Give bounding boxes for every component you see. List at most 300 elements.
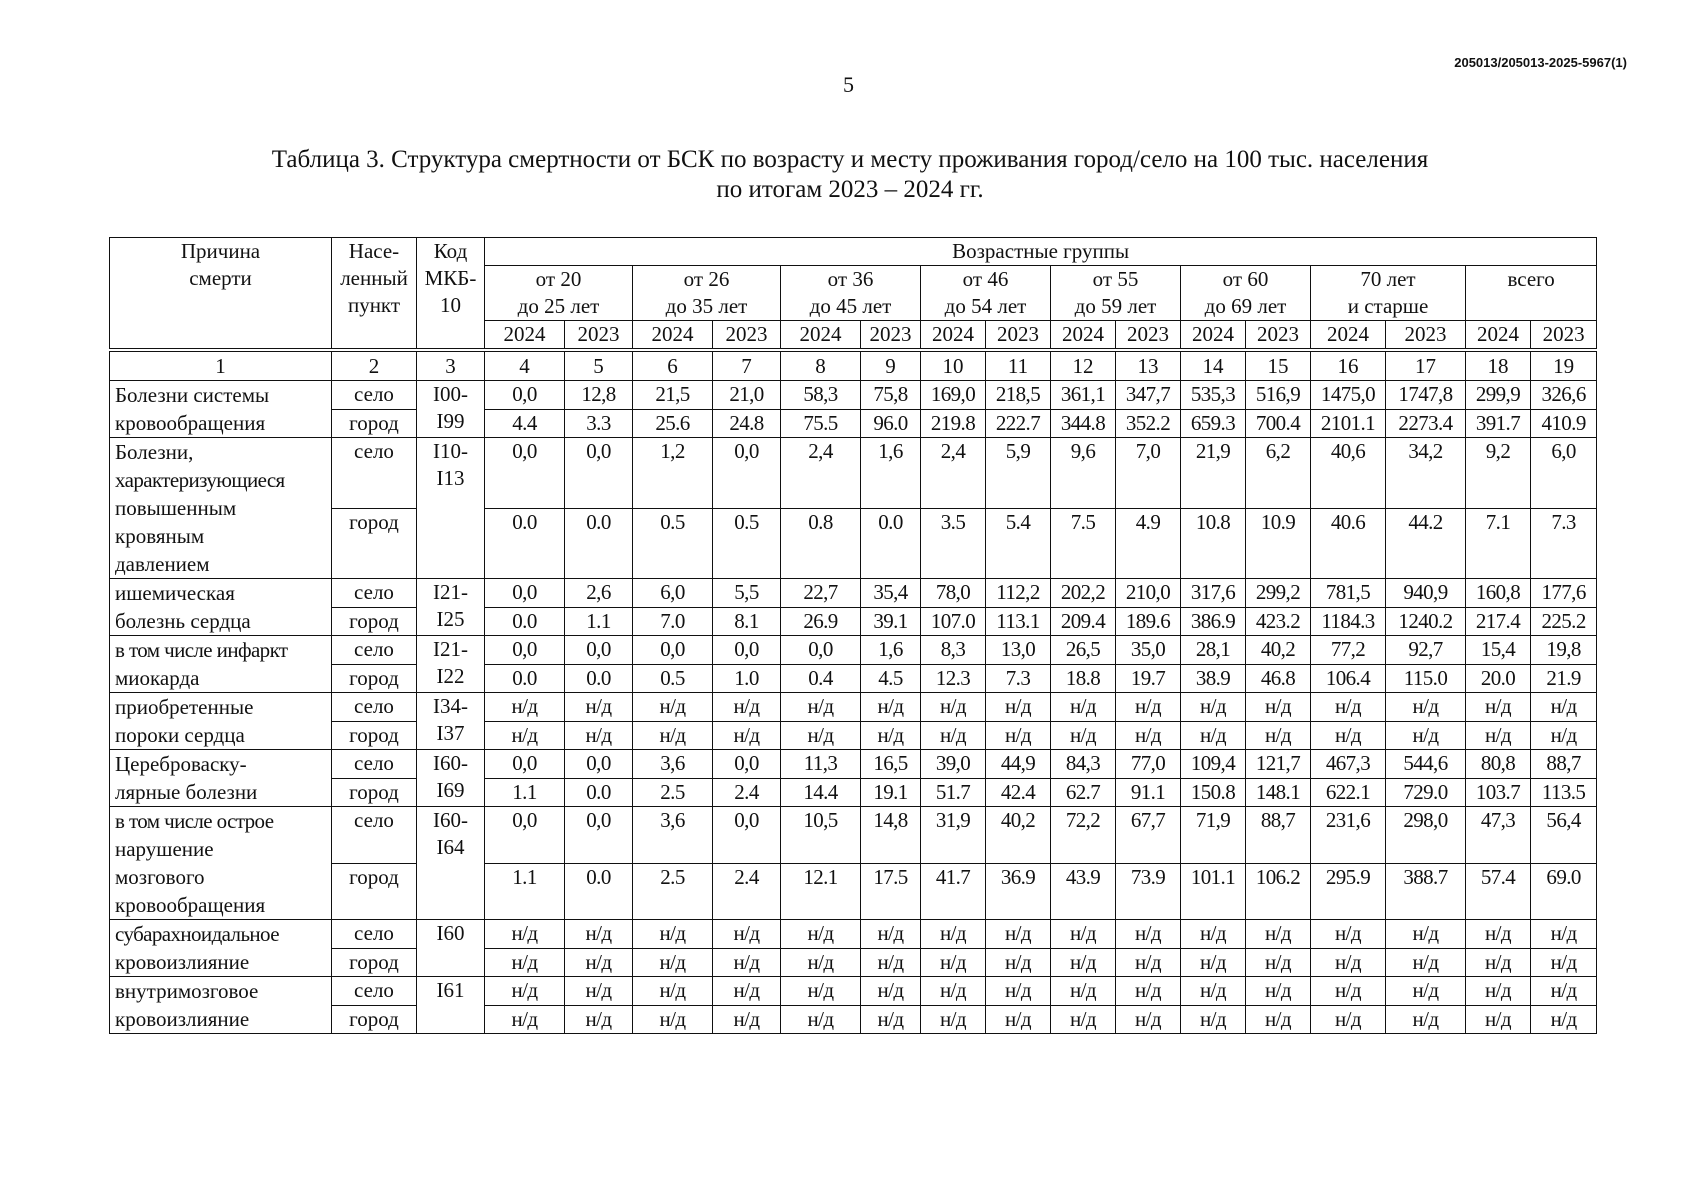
column-number: 19 [1531,352,1597,381]
value-cell: н/д [986,1005,1051,1034]
value-cell: 7.5 [1051,508,1116,579]
code-cell [417,636,485,693]
value-cell: н/д [1386,721,1466,750]
value-cell: 386.9 [1181,607,1246,636]
code-line: I21- [433,637,468,661]
value-cell: 20.0 [1466,664,1531,693]
value-cell: н/д [1116,693,1181,722]
header-code [417,238,485,349]
value-cell: 14.4 [781,778,861,807]
value-cell: н/д [781,1005,861,1034]
cause-line: субарахноидальное [115,922,279,946]
value-cell: н/д [565,920,633,949]
value-cell: н/д [1531,920,1597,949]
value-cell: 467,3 [1311,750,1386,779]
header-settlement-line: ленный [340,266,408,290]
table-row-gorod [110,948,1597,977]
value-cell: 40,2 [986,807,1051,864]
value-cell: 91.1 [1116,778,1181,807]
value-cell: н/д [1116,1005,1181,1034]
table-row-gorod [110,508,1597,579]
value-cell: 21,9 [1181,438,1246,509]
value-cell: н/д [1051,977,1116,1006]
value-cell: 177,6 [1531,579,1597,608]
settlement-gorod: город [332,409,417,438]
column-number: 12 [1051,352,1116,381]
value-cell: 0,0 [713,807,781,864]
age-group-line: до 45 лет [809,294,892,318]
value-cell: н/д [1311,1005,1386,1034]
value-cell: 148.1 [1246,778,1311,807]
value-cell: 25.6 [633,409,713,438]
code-line: I21- [433,580,468,604]
value-cell: 78,0 [921,579,986,608]
code-cell [417,693,485,750]
value-cell: 202,2 [1051,579,1116,608]
value-cell: 2.4 [713,778,781,807]
cause-line: нарушение [115,837,214,861]
value-cell: н/д [713,948,781,977]
value-cell: 361,1 [1051,381,1116,410]
value-cell: 622.1 [1311,778,1386,807]
age-group-line: до 35 лет [665,294,748,318]
value-cell: н/д [1531,948,1597,977]
value-cell: н/д [781,721,861,750]
value-cell: 410.9 [1531,409,1597,438]
value-cell: н/д [1531,721,1597,750]
value-cell: 391.7 [1466,409,1531,438]
value-cell: 58,3 [781,381,861,410]
value-cell: 46.8 [1246,664,1311,693]
settlement-selo: село [332,807,417,864]
value-cell: 189.6 [1116,607,1181,636]
value-cell: 71,9 [1181,807,1246,864]
value-cell: н/д [921,1005,986,1034]
value-cell: н/д [861,920,921,949]
value-cell: 115.0 [1386,664,1466,693]
value-cell: 113.1 [986,607,1051,636]
header-year: 2023 [1386,321,1466,349]
header-age-group [1051,266,1181,321]
table-row-gorod [110,409,1597,438]
value-cell: 0,0 [565,750,633,779]
value-cell: н/д [921,721,986,750]
cause-cell [110,693,332,750]
table-row-gorod [110,721,1597,750]
value-cell: 6,0 [1531,438,1597,509]
header-age-group [1466,266,1597,321]
header-year: 2023 [713,321,781,349]
value-cell: 19,8 [1531,636,1597,665]
value-cell: 0.5 [633,508,713,579]
code-cell [417,977,485,1034]
value-cell: н/д [565,721,633,750]
value-cell: 0,0 [485,807,565,864]
value-cell: н/д [861,977,921,1006]
value-cell: 101.1 [1181,863,1246,920]
age-group-line: до 59 лет [1074,294,1157,318]
value-cell: 326,6 [1531,381,1597,410]
value-cell: н/д [781,920,861,949]
value-cell: 72,2 [1051,807,1116,864]
value-cell: 26.9 [781,607,861,636]
value-cell: 2101.1 [1311,409,1386,438]
value-cell: н/д [713,1005,781,1034]
header-year: 2023 [1116,321,1181,349]
value-cell: н/д [1181,721,1246,750]
header-cause [110,238,332,349]
age-group-line: от 60 [1222,267,1269,291]
document-id: 205013/205013-2025-5967(1) [1454,55,1627,70]
cause-line: кровоизлияние [115,950,250,974]
cause-cell [110,807,332,920]
table-row-selo [110,750,1597,779]
header-year: 2024 [921,321,986,349]
age-group-line: от 36 [827,267,874,291]
settlement-gorod: город [332,1005,417,1034]
value-cell: н/д [1051,920,1116,949]
value-cell: 10.8 [1181,508,1246,579]
value-cell: 940,9 [1386,579,1466,608]
value-cell: 7.3 [1531,508,1597,579]
value-cell: 2,6 [565,579,633,608]
settlement-selo: село [332,750,417,779]
column-number: 9 [861,352,921,381]
value-cell: н/д [485,1005,565,1034]
value-cell: н/д [1311,948,1386,977]
code-line: I60- [433,808,468,832]
value-cell: 40,2 [1246,636,1311,665]
value-cell: н/д [485,948,565,977]
value-cell: 5,9 [986,438,1051,509]
value-cell: 225.2 [1531,607,1597,636]
value-cell: 2.4 [713,863,781,920]
column-number: 4 [485,352,565,381]
column-number: 13 [1116,352,1181,381]
age-group-line: от 26 [683,267,730,291]
column-number: 15 [1246,352,1311,381]
value-cell: 352.2 [1116,409,1181,438]
value-cell: 231,6 [1311,807,1386,864]
cause-line: кровяным [115,524,205,548]
value-cell: 16,5 [861,750,921,779]
value-cell: н/д [565,693,633,722]
value-cell: 39.1 [861,607,921,636]
value-cell: 106.2 [1246,863,1311,920]
code-line: I60 [436,921,465,945]
value-cell: 1.0 [713,664,781,693]
cause-line: Болезни, [115,440,194,464]
cause-line: болезнь сердца [115,609,251,633]
value-cell: н/д [1466,1005,1531,1034]
table-row-selo [110,579,1597,608]
column-number: 8 [781,352,861,381]
value-cell: 19.1 [861,778,921,807]
value-cell: 107.0 [921,607,986,636]
page-number: 5 [843,72,854,97]
table-row-selo [110,977,1597,1006]
cause-line: пороки сердца [115,723,245,747]
value-cell: н/д [1466,721,1531,750]
value-cell: 0.0 [485,664,565,693]
code-line: I25 [436,607,465,631]
value-cell: 11,3 [781,750,861,779]
value-cell: 6,2 [1246,438,1311,509]
value-cell: н/д [485,693,565,722]
column-number: 5 [565,352,633,381]
value-cell: н/д [1466,693,1531,722]
settlement-gorod: город [332,664,417,693]
settlement-selo: село [332,693,417,722]
value-cell: н/д [1051,693,1116,722]
column-number: 11 [986,352,1051,381]
header-settlement-line: пункт [347,293,401,317]
value-cell: н/д [1311,977,1386,1006]
value-cell: 15,4 [1466,636,1531,665]
cause-line: внутримозговое [115,979,259,1003]
value-cell: 3,6 [633,750,713,779]
value-cell: 0.4 [781,664,861,693]
value-cell: 112,2 [986,579,1051,608]
cause-line: приобретенные [115,695,254,719]
value-cell: н/д [633,693,713,722]
cause-line: мозгового [115,865,205,889]
value-cell: н/д [1116,721,1181,750]
value-cell: н/д [713,721,781,750]
value-cell: 34,2 [1386,438,1466,509]
value-cell: 219.8 [921,409,986,438]
value-cell: 0,0 [713,636,781,665]
value-cell: н/д [713,920,781,949]
value-cell: 299,2 [1246,579,1311,608]
table-row-selo [110,381,1597,410]
value-cell: 21,5 [633,381,713,410]
value-cell: н/д [1181,920,1246,949]
value-cell: 700.4 [1246,409,1311,438]
value-cell: 2273.4 [1386,409,1466,438]
value-cell: 217.4 [1466,607,1531,636]
value-cell: 31,9 [921,807,986,864]
value-cell: 9,2 [1466,438,1531,509]
code-line: I69 [436,778,465,802]
header-year: 2023 [986,321,1051,349]
code-line: I13 [436,466,465,490]
value-cell: 84,3 [1051,750,1116,779]
value-cell: 28,1 [1181,636,1246,665]
value-cell: 42.4 [986,778,1051,807]
cause-cell [110,750,332,807]
value-cell: н/д [921,693,986,722]
value-cell: н/д [1246,920,1311,949]
value-cell: 88,7 [1531,750,1597,779]
value-cell: 17.5 [861,863,921,920]
age-group-line: от 46 [962,267,1009,291]
value-cell: н/д [1051,1005,1116,1034]
header-year: 2023 [861,321,921,349]
settlement-gorod: город [332,778,417,807]
settlement-gorod: город [332,863,417,920]
value-cell: 0,0 [633,636,713,665]
age-group-line: и старше [1347,294,1429,318]
value-cell: 7.1 [1466,508,1531,579]
code-cell [417,807,485,920]
value-cell: 21,0 [713,381,781,410]
value-cell: н/д [1531,693,1597,722]
value-cell: 0,0 [485,381,565,410]
code-cell [417,750,485,807]
value-cell: 21.9 [1531,664,1597,693]
value-cell: н/д [1311,920,1386,949]
value-cell: н/д [1386,948,1466,977]
value-cell: н/д [565,977,633,1006]
value-cell: 18.8 [1051,664,1116,693]
code-line: I34- [433,694,468,718]
value-cell: 0.5 [633,664,713,693]
cause-line: Цереброваску- [115,752,247,776]
value-cell: 1240.2 [1386,607,1466,636]
cause-cell [110,636,332,693]
value-cell: 13,0 [986,636,1051,665]
value-cell: 40,6 [1311,438,1386,509]
cause-line: повышенным [115,496,237,520]
column-number: 10 [921,352,986,381]
value-cell: н/д [986,920,1051,949]
value-cell: 210,0 [1116,579,1181,608]
column-number: 16 [1311,352,1386,381]
settlement-gorod: город [332,948,417,977]
value-cell: 3,6 [633,807,713,864]
value-cell: 544,6 [1386,750,1466,779]
value-cell: н/д [1386,920,1466,949]
value-cell: 1,2 [633,438,713,509]
value-cell: н/д [1466,920,1531,949]
value-cell: 2.5 [633,863,713,920]
value-cell: н/д [1311,721,1386,750]
value-cell: 36.9 [986,863,1051,920]
table-title [180,145,1520,205]
value-cell: 24.8 [713,409,781,438]
value-cell: 160,8 [1466,579,1531,608]
value-cell: 169,0 [921,381,986,410]
header-code-line: Код [433,239,468,263]
value-cell: н/д [921,977,986,1006]
value-cell: 0,0 [781,636,861,665]
age-group-line: до 25 лет [517,294,600,318]
table-row-selo [110,636,1597,665]
value-cell: 121,7 [1246,750,1311,779]
value-cell: 3.5 [921,508,986,579]
settlement-gorod: город [332,721,417,750]
age-group-line: всего [1507,267,1555,291]
header-age-group [1181,266,1311,321]
header-settlement-line: Насе- [348,239,400,263]
value-cell: н/д [781,977,861,1006]
value-cell: 0.0 [861,508,921,579]
header-year: 2024 [1181,321,1246,349]
column-number: 7 [713,352,781,381]
value-cell: 4.4 [485,409,565,438]
value-cell: 7.0 [633,607,713,636]
value-cell: 69.0 [1531,863,1597,920]
value-cell: н/д [986,721,1051,750]
value-cell: н/д [1116,977,1181,1006]
code-line: I37 [436,721,465,745]
cause-cell [110,438,332,579]
header-age-groups: Возрастные группы [485,238,1597,266]
cause-cell [110,381,332,438]
value-cell: н/д [633,1005,713,1034]
settlement-gorod: город [332,508,417,579]
value-cell: 10.9 [1246,508,1311,579]
column-number: 1 [110,352,332,381]
value-cell: н/д [986,977,1051,1006]
cause-line: Болезни системы [115,383,270,407]
value-cell: н/д [1246,948,1311,977]
table-row-gorod [110,607,1597,636]
value-cell: 14,8 [861,807,921,864]
table-row-gorod [110,778,1597,807]
value-cell: 423.2 [1246,607,1311,636]
value-cell: 41.7 [921,863,986,920]
value-cell: 729.0 [1386,778,1466,807]
value-cell: 113.5 [1531,778,1597,807]
value-cell: 3.3 [565,409,633,438]
value-cell: 5.4 [986,508,1051,579]
code-line: I60- [433,751,468,775]
column-number: 6 [633,352,713,381]
code-cell [417,579,485,636]
value-cell: 0.0 [565,664,633,693]
value-cell: 75.5 [781,409,861,438]
value-cell: н/д [1466,948,1531,977]
value-cell: 0.5 [713,508,781,579]
code-cell [417,438,485,579]
table-row-selo [110,920,1597,949]
cause-cell [110,579,332,636]
value-cell: н/д [633,977,713,1006]
header-year: 2024 [485,321,565,349]
value-cell: 150.8 [1181,778,1246,807]
value-cell: 75,8 [861,381,921,410]
value-cell: 26,5 [1051,636,1116,665]
value-cell: н/д [861,721,921,750]
value-cell: 2,4 [921,438,986,509]
column-number: 14 [1181,352,1246,381]
value-cell: н/д [485,920,565,949]
value-cell: н/д [921,920,986,949]
value-cell: 1.1 [565,607,633,636]
value-cell: 12.3 [921,664,986,693]
settlement-selo: село [332,977,417,1006]
value-cell: 40.6 [1311,508,1386,579]
code-line: I00- [433,382,468,406]
value-cell: н/д [565,1005,633,1034]
value-cell: 0,0 [485,636,565,665]
value-cell: 5,5 [713,579,781,608]
header-year: 2023 [565,321,633,349]
age-group-line: до 69 лет [1204,294,1287,318]
cause-cell [110,920,332,977]
value-cell: н/д [1181,1005,1246,1034]
value-cell: 0.8 [781,508,861,579]
value-cell: 43.9 [1051,863,1116,920]
value-cell: н/д [1386,693,1466,722]
value-cell: н/д [633,920,713,949]
value-cell: 1.1 [485,863,565,920]
value-cell: 77,2 [1311,636,1386,665]
value-cell: н/д [485,721,565,750]
value-cell: 4.5 [861,664,921,693]
